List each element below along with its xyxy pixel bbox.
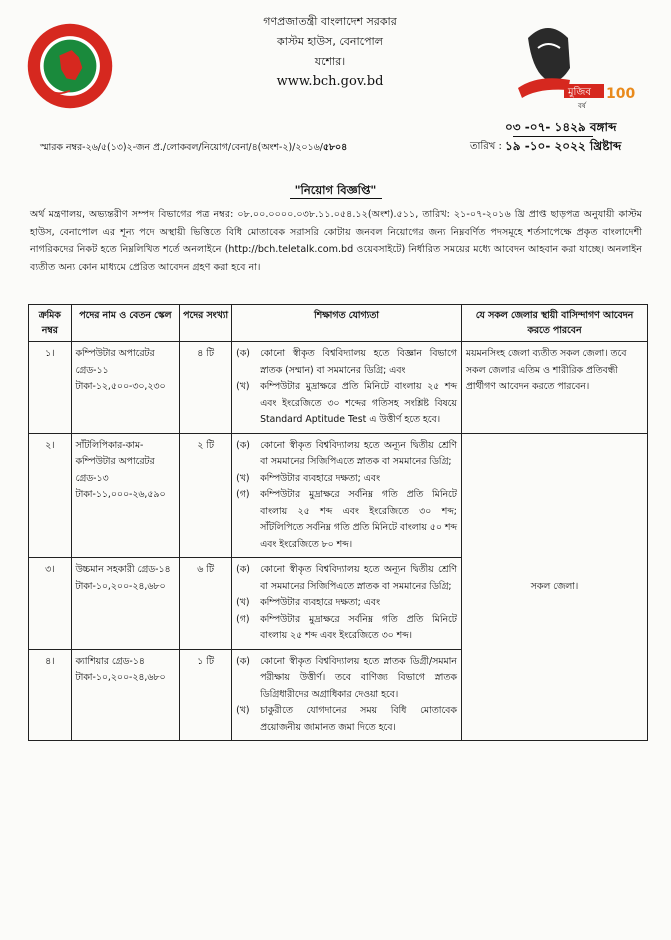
date-block (505, 118, 621, 155)
office-header (180, 12, 480, 92)
row-serial: ৪। (29, 649, 72, 741)
mujib-borsho-logo (508, 18, 638, 118)
qual-text: কম্পিউটার মুদ্রাক্ষরে প্রতি মিনিটে বাংলায় ২৫ শব্দ এবং ইংরেজিতে ৩০ শব্দের গতিসহ সংশ্লিষ্ট বিষয়ে Standard Aptitude Test এ উত্তীর্ণ হতে হবে। (260, 381, 457, 425)
memo-line (40, 140, 347, 155)
qual-mark: (ক) (236, 348, 250, 359)
qual-mark: (ক) (236, 655, 250, 667)
header-qualification: শিক্ষাগত যোগ্যতা (232, 305, 462, 342)
table-row (29, 433, 648, 558)
qual-text: কোনো স্বীকৃত বিশ্ববিদ্যালয় হতে অন্যূন দ্বিতীয় শ্রেণি বা সমমানের সিজিপিএতে স্নাতক বা সমমানের ডিগ্রি; (260, 564, 457, 592)
qual-text: কোনো স্বীকৃত বিশ্ববিদ্যালয় হতে অন্যূন দ্বিতীয় শ্রেণি বা সমমানের সিজিপিএতে স্নাতক বা সমমানের ডিগ্রি; (260, 439, 457, 467)
row-post: উচ্চমান সহকারী গ্রেড-১৪ টাকা-১০,২০০-২৪,৬৮০ (71, 558, 180, 650)
qual-item (236, 595, 457, 612)
qual-mark: (গ) (236, 613, 250, 625)
qual-mark: (ক) (236, 564, 250, 575)
qual-item (236, 438, 457, 471)
date-label: তারিখ : (470, 141, 502, 152)
notice-title: "নিয়োগ বিজ্ঞপ্তি" (294, 183, 377, 197)
row-qualification (232, 649, 462, 741)
qual-item (236, 612, 457, 645)
table-row (29, 342, 648, 434)
qual-mark: (খ) (236, 381, 250, 392)
mujib-word: মুজিব (568, 87, 591, 98)
title-underline (290, 198, 382, 199)
qual-item (236, 471, 457, 488)
row-qualification (232, 342, 462, 434)
row-qualification (232, 558, 462, 650)
date-bangla: ০৩ -০৭- ১৪২৯ বঙ্গাব্দ (505, 120, 617, 134)
row-count: ১ টি (180, 649, 232, 741)
qual-item (236, 562, 457, 595)
memo-label: স্মারক নম্বর-২৬/৫(১৩)২-জন প্র./লোকবল/নিয়োগ/বেনা/৪(অংশ-২)/২০১৬/ (40, 142, 323, 153)
header-office: কাস্টম হাউস, বেনাপোল (277, 35, 383, 48)
qual-text: কম্পিউটার ব্যবহারে দক্ষতা; এবং (260, 472, 380, 484)
row-districts: ময়মনসিংহ জেলা ব্যতীত সকল জেলা। তবে সকল জেলার এতিম ও শারীরিক প্রতিবন্ধী প্রার্থীগণ আবেদন করতে পারবেন। (461, 342, 647, 434)
qual-item (236, 379, 457, 429)
date-gregorian: ১৯ -১০- ২০২২ খ্রিষ্টাব্দ (505, 139, 622, 153)
header-website: www.bch.gov.bd (276, 74, 384, 89)
qual-text: কোনো স্বীকৃত বিশ্ববিদ্যালয় হতে বিজ্ঞান বিভাগে স্নাতক (সম্মান) বা সমমানের ডিগ্রি; এবং (260, 348, 457, 376)
row-post: ক্যাশিয়ার গ্রেড-১৪ টাকা-১০,২০০-২৪,৬৮০ (71, 649, 180, 741)
row-districts-merged: সকল জেলা। (461, 433, 647, 741)
header-count: পদের সংখ্যা (180, 305, 232, 342)
row-count: ৪ টি (180, 342, 232, 434)
row-count: ২ টি (180, 433, 232, 558)
row-post: সাঁটলিপিকার-কাম-কম্পিউটার অপারেটর গ্রেড-১৩ টাকা-১১,০০০-২৬,৫৯০ (71, 433, 180, 558)
memo-number: ৫৮০৪ (322, 142, 348, 153)
qual-mark: (খ) (236, 472, 250, 484)
header-district: যশোর। (314, 55, 346, 68)
table-header-row (29, 305, 648, 342)
row-count: ৬ টি (180, 558, 232, 650)
qual-mark: (গ) (236, 489, 250, 500)
mujib-sub: বর্ষ (578, 102, 586, 110)
qual-text: চাকুরীতে যোগদানের সময় বিধি মোতাবেক প্রয়োজনীয় জামানত জমা দিতে হবে। (260, 705, 457, 733)
qual-text: কম্পিউটার ব্যবহারে দক্ষতা; এবং (260, 597, 380, 608)
row-qualification (232, 433, 462, 558)
row-serial: ১। (29, 342, 72, 434)
qual-item (236, 654, 457, 704)
header-post: পদের নাম ও বেতন স্কেল (71, 305, 180, 342)
row-serial: ২। (29, 433, 72, 558)
row-serial: ৩। (29, 558, 72, 650)
mujib-year: 100 (606, 86, 636, 102)
posts-table (28, 304, 648, 741)
qual-text: কম্পিউটার মুদ্রাক্ষরে সর্বনিম্ন গতি প্রতি মিনিটে বাংলায় ২৫ শব্দ এবং ইংরেজিতে ৩০ শব্দ। (260, 613, 457, 641)
qual-item (236, 487, 457, 553)
header-districts: যে সকল জেলার স্থায়ী বাসিন্দাগণ আবেদন করতে পারবেন (461, 305, 647, 342)
notice-intro: অর্থ মন্ত্রণালয়, অভ্যন্তরীণ সম্পদ বিভাগের পত্র নম্বর: ০৮.০০.০০০০.০৩৮.১১.০৫৪.১২(অংশ).৫১১, তারিখ: ২১-০৭-২০১৬ খ্রি প্রাপ্ত ছাড়পত্র অনুযায়ী কাস্টম হাউস, বেনাপোল এর শূন্য পদে অস্থায়ী ভিত্তিতে বিধি মোতাবেক সরাসরি কোটায় জনবল নিয়োগের জন্য নিম্নবর্ণিত পদসমূহে শর্তসাপেক্ষে প্রকৃত বাংলাদেশী নাগরিকদের নিকট হতে নিম্নলিখিত শর্তে অনলাইনে (http://bch.teletalk.com.bd ওয়েবসাইটে) নির্ধারিত সময়ের মধ্যে আবেদন আহবান করা যাচ্ছে। অনলাইন ব্যতীত অন্য কোন মাধ্যমে প্রেরিত আবেদন গ্রহণ করা হবে না। (30, 209, 642, 273)
row-post: কম্পিউটার অপারেটর গ্রেড-১১ টাকা-১২,৫০০-৩০,২৩০ (71, 342, 180, 434)
qual-item (236, 703, 457, 736)
govt-seal-logo (26, 22, 114, 110)
qual-mark: (খ) (236, 705, 250, 716)
qual-text: কম্পিউটার মুদ্রাক্ষরে সর্বনিম্ন গতি প্রতি মিনিটে বাংলায় ২৫ শব্দ এবং ইংরেজিতে ৩০ শব্দ; সাঁটলিপিতে সর্বনিম্ন গতি প্রতি মিনিটে বাংলায় ৫০ শব্দ এবং ইংরেজিতে ৮০ শব্দ। (260, 489, 457, 550)
header-govt: গণপ্রজাতন্ত্রী বাংলাদেশ সরকার (263, 15, 397, 28)
qual-text: কোনো স্বীকৃত বিশ্ববিদ্যালয় হতে স্নাতক ডিগ্রী/সমমান পরীক্ষায় উত্তীর্ণ। তবে বাণিজ্য বিভাগে স্নাতক ডিগ্রিধারীদের অগ্রাধিকার দেওয়া হবে। (260, 655, 457, 700)
qual-item (236, 346, 457, 379)
header-serial: ক্রমিক নম্বর (29, 305, 72, 342)
qual-mark: (ক) (236, 439, 250, 451)
qual-mark: (খ) (236, 597, 250, 608)
